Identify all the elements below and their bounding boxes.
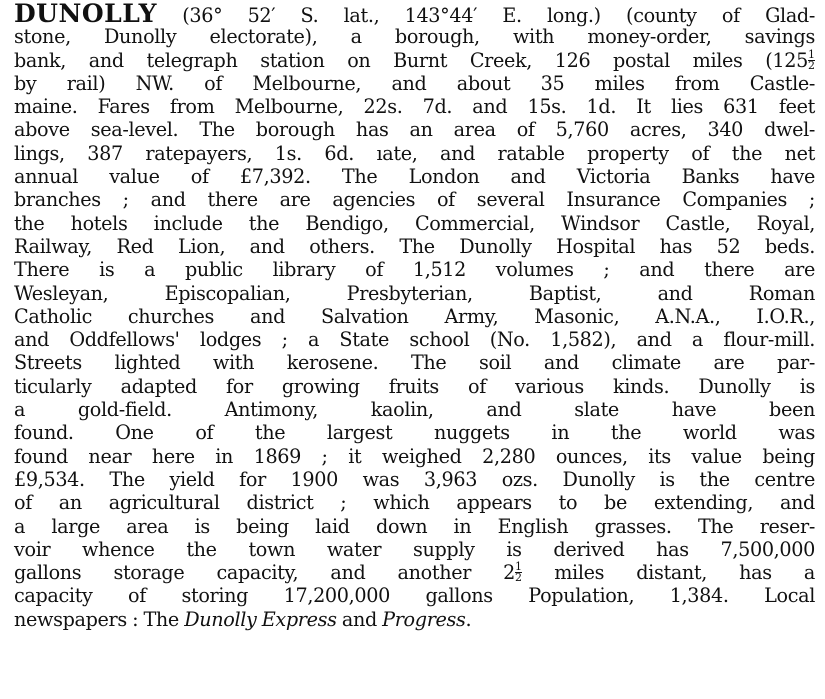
line-4: by rail) NW. of Melbourne, and about 35 miles from Castle-	[14, 71, 815, 95]
text-run: newspapers : The	[14, 607, 185, 631]
line-23: a large area is being laid down in English grasses. The reser-	[14, 514, 815, 538]
line-10: the hotels include the Bendigo, Commercial, Windsor Castle, Royal,	[14, 211, 815, 235]
line-17: ticularly adapted for growing fruits of various kinds. Dunolly is	[14, 374, 815, 398]
line-11: Railway, Red Lion, and others. The Dunolly Hospital has 52 beds.	[14, 234, 815, 258]
text-run: .	[465, 607, 472, 631]
text-run: and	[336, 607, 383, 631]
newspaper-title: Dunolly Express	[184, 607, 337, 631]
headword: DUNOLLY	[14, 0, 158, 28]
line-14: Catholic churches and Salvation Army, Masonic, A.N.A., I.O.R.,	[14, 304, 815, 328]
line-27	[14, 608, 815, 631]
newspaper-title: Progress	[382, 607, 466, 631]
line-3	[14, 49, 815, 72]
line-20: found near here in 1869 ; it weighed 2,280 ounces, its value being	[14, 444, 815, 468]
line-19: found. One of the largest nuggets in the world was	[14, 421, 815, 445]
line-9: branches ; and there are agencies of several Insurance Companies ;	[14, 188, 815, 212]
line-12: There is a public library of 1,512 volumes ; and there are	[14, 258, 815, 282]
line-26: capacity of storing 17,200,000 gallons Population, 1,384. Local	[14, 584, 815, 608]
line-24: voir whence the town water supply is derived has 7,500,000	[14, 537, 815, 561]
line-25	[14, 561, 815, 584]
line-8: annual value of £7,392. The London and Victoria Banks have	[14, 165, 815, 189]
text-run: (36° 52′ S. lat., 143°44′ E. long.) (county of Glad-	[157, 4, 815, 27]
line-16: Streets lighted with kerosene. The soil and climate are par-	[14, 351, 815, 375]
line-21: £9,534. The yield for 1900 was 3,963 ozs. Dunolly is the centre	[14, 467, 815, 491]
fraction-denominator: 2	[515, 571, 523, 585]
line-13: Wesleyan, Episcopalian, Presbyterian, Baptist, and Roman	[14, 281, 815, 305]
line-2: stone, Dunolly electorate), a borough, with money-order, savings	[14, 25, 815, 49]
line-1	[14, 0, 815, 28]
line-7: lings, 387 ratepayers, 1s. 6d. ıate, and ratable property of the net	[14, 141, 815, 165]
text-run: gallons storage capacity, and another 2	[14, 561, 516, 585]
fraction-numerator: 1	[808, 47, 815, 61]
line-18: a gold-field. Antimony, kaolin, and slate have been	[14, 398, 815, 422]
fraction	[808, 47, 815, 72]
line-5: maine. Fares from Melbourne, 22s. 7d. and 15s. 1d. It lies 631 feet	[14, 95, 815, 119]
line-22: of an agricultural district ; which appears to be extending, and	[14, 491, 815, 515]
fraction	[515, 562, 522, 583]
line-6: above sea-level. The borough has an area of 5,760 acres, 340 dwel-	[14, 118, 815, 142]
text-run: miles distant, has a	[522, 561, 815, 585]
text-run: bank, and telegraph station on Burnt Creek, 126 postal miles (125	[14, 48, 808, 72]
fraction-numerator: 1	[515, 560, 523, 574]
fraction-denominator: 2	[808, 58, 815, 72]
line-15: and Oddfellows' lodges ; a State school (No. 1,582), and a flour-mill.	[14, 328, 815, 352]
